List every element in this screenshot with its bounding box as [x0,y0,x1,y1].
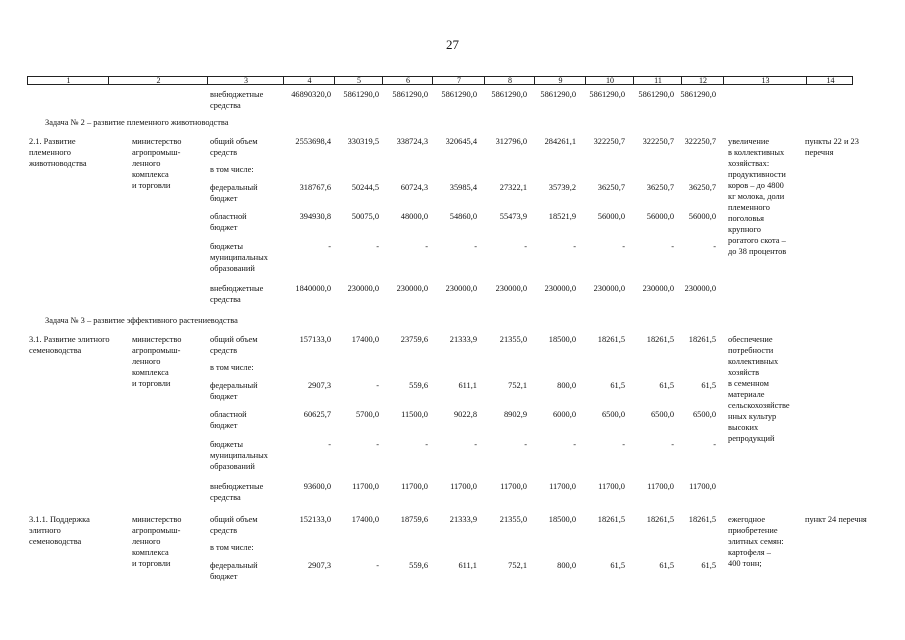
value-cell: 5861290,0 [540,90,576,99]
value-cell: 11700,0 [647,482,674,491]
header-col-13: 13 [761,76,770,85]
source-label: федеральный бюджет [210,183,258,203]
value-cell: 318767,6 [299,183,331,192]
value-cell: - [524,242,527,251]
reference: пункты 22 и 23 перечня [805,137,859,157]
value-cell: - [328,242,331,251]
task-heading: Задача № 3 – развитие эффективного растениеводства [45,316,238,325]
value-cell: 5861290,0 [441,90,477,99]
executor: министерство агропромыш- ленного комплекса и торговли [132,137,182,190]
header-divider [207,76,208,85]
value-cell: 18261,5 [597,515,625,524]
value-cell: 18261,5 [597,335,625,344]
value-cell: 1840000,0 [295,284,331,293]
value-cell: 35739,2 [548,183,576,192]
header-divider [534,76,535,85]
header-divider [806,76,807,85]
measure-name: 3.1. Развитие элитного семеноводства [29,335,110,355]
executor: министерство агропромыш- ленного комплекса и торговли [132,515,182,568]
value-cell: 50244,5 [351,183,379,192]
source-label: в том числе: [210,543,254,552]
value-cell: 230000,0 [495,284,527,293]
value-cell: 23759,6 [400,335,428,344]
header-divider [633,76,634,85]
value-cell: 17400,0 [351,335,379,344]
value-cell: 338724,3 [396,137,428,146]
header-col-2: 2 [156,76,161,85]
value-cell: 21355,0 [499,515,527,524]
value-cell: 5861290,0 [680,90,716,99]
task-heading: Задача № 2 – развитие племенного животноводства [45,118,229,127]
value-cell: 5861290,0 [392,90,428,99]
reference: пункт 24 перечня [805,515,867,524]
value-cell: 21333,9 [449,335,477,344]
value-cell: 312796,0 [495,137,527,146]
measure-name: 3.1.1. Поддержка элитного семеноводства [29,515,90,546]
value-cell: 11700,0 [500,482,527,491]
value-cell: 54860,0 [449,212,477,221]
source-label: внебюджетные средства [210,90,264,110]
expected-result: обеспечение потребности коллективных хозяйств в семенном материале сельскохозяйстве нных культур высоких репродукций [728,335,790,443]
header-divider [484,76,485,85]
value-cell: 11700,0 [598,482,625,491]
source-label: федеральный бюджет [210,561,258,581]
value-cell: 6500,0 [650,410,674,419]
value-cell: 11700,0 [549,482,576,491]
source-label: внебюджетные средства [210,284,264,304]
value-cell: 611,1 [458,561,477,570]
header-col-14: 14 [826,76,835,85]
value-cell: - [573,242,576,251]
source-label: федеральный бюджет [210,381,258,401]
value-cell: 322250,7 [642,137,674,146]
value-cell: 322250,7 [684,137,716,146]
header-divider [283,76,284,85]
column-header-row [27,76,853,85]
value-cell: 230000,0 [593,284,625,293]
value-cell: 5700,0 [355,410,379,419]
value-cell: 394930,8 [299,212,331,221]
value-cell: 50075,0 [351,212,379,221]
value-cell: 11700,0 [450,482,477,491]
source-label: общий объем средств [210,137,258,157]
value-cell: 61,5 [701,561,716,570]
header-col-3: 3 [244,76,248,85]
value-cell: - [425,440,428,449]
value-cell: 35985,4 [449,183,477,192]
header-divider [432,76,433,85]
value-cell: 8902,9 [503,410,527,419]
value-cell: 2907,3 [307,561,331,570]
value-cell: 230000,0 [684,284,716,293]
header-col-7: 7 [457,76,461,85]
value-cell: 55473,9 [499,212,527,221]
header-col-10: 10 [606,76,614,85]
value-cell: 284261,1 [544,137,576,146]
value-cell: - [622,242,625,251]
value-cell: 11500,0 [401,410,428,419]
value-cell: 18759,6 [400,515,428,524]
measure-name: 2.1. Развитие племенного животноводства [29,137,87,168]
header-col-11: 11 [654,76,662,85]
value-cell: - [376,242,379,251]
source-label: бюджеты муниципальных образований [210,242,268,273]
value-cell: 36250,7 [688,183,716,192]
source-label: областной бюджет [210,212,247,232]
value-cell: 320645,4 [445,137,477,146]
value-cell: 18500,0 [548,335,576,344]
value-cell: 6500,0 [601,410,625,419]
value-cell: 46890320,0 [291,90,331,99]
value-cell: 157133,0 [299,335,331,344]
value-cell: 11700,0 [352,482,379,491]
source-label: областной бюджет [210,410,247,430]
expected-result: ежегодное приобретение элитных семян: картофеля – 400 тонн; [728,515,784,568]
value-cell: - [376,561,379,570]
value-cell: 93600,0 [303,482,331,491]
value-cell: 11700,0 [401,482,428,491]
source-label: в том числе: [210,165,254,174]
value-cell: 61,5 [701,381,716,390]
header-divider [681,76,682,85]
value-cell: 5861290,0 [638,90,674,99]
value-cell: 21333,9 [449,515,477,524]
value-cell: 2907,3 [307,381,331,390]
source-label: в том числе: [210,363,254,372]
header-col-8: 8 [508,76,512,85]
value-cell: 21355,0 [499,335,527,344]
header-col-9: 9 [558,76,563,85]
header-divider [334,76,335,85]
value-cell: 559,6 [409,561,428,570]
value-cell: 36250,7 [597,183,625,192]
value-cell: 56000,0 [597,212,625,221]
header-divider [585,76,586,85]
header-divider [382,76,383,85]
value-cell: 330319,5 [347,137,379,146]
value-cell: 36250,7 [646,183,674,192]
value-cell: 2553698,4 [295,137,331,146]
value-cell: 752,1 [508,561,527,570]
value-cell: 61,5 [610,561,625,570]
value-cell: 61,5 [659,381,674,390]
header-col-5: 5 [357,76,361,85]
value-cell: 48000,0 [400,212,428,221]
value-cell: 611,1 [458,381,477,390]
header-divider [723,76,724,85]
value-cell: 61,5 [659,561,674,570]
value-cell: 18261,5 [688,515,716,524]
header-col-6: 6 [406,76,410,85]
value-cell: - [713,242,716,251]
value-cell: 6000,0 [552,410,576,419]
value-cell: 56000,0 [688,212,716,221]
value-cell: 18261,5 [646,515,674,524]
value-cell: - [376,381,379,390]
value-cell: 60724,3 [400,183,428,192]
source-label: бюджеты муниципальных образований [210,440,268,471]
value-cell: - [671,242,674,251]
value-cell: 800,0 [557,561,576,570]
value-cell: 230000,0 [642,284,674,293]
page-number: 27 [446,37,459,52]
value-cell: - [474,440,477,449]
value-cell: 800,0 [557,381,576,390]
value-cell: - [376,440,379,449]
value-cell: 61,5 [610,381,625,390]
value-cell: 18500,0 [548,515,576,524]
value-cell: 752,1 [508,381,527,390]
value-cell: 5861290,0 [343,90,379,99]
value-cell: - [328,440,331,449]
value-cell: 18261,5 [688,335,716,344]
value-cell: - [524,440,527,449]
value-cell: 230000,0 [347,284,379,293]
value-cell: 18521,9 [548,212,576,221]
header-col-4: 4 [307,76,312,85]
header-col-12: 12 [699,76,707,85]
value-cell: 27322,1 [499,183,527,192]
value-cell: 6500,0 [692,410,716,419]
value-cell: 11700,0 [689,482,716,491]
value-cell: - [713,440,716,449]
value-cell: - [425,242,428,251]
header-col-1: 1 [66,76,71,85]
source-label: общий объем средств [210,515,258,535]
header-divider [108,76,109,85]
value-cell: 17400,0 [351,515,379,524]
value-cell: 5861290,0 [491,90,527,99]
value-cell: 5861290,0 [589,90,625,99]
value-cell: 230000,0 [445,284,477,293]
value-cell: - [474,242,477,251]
source-label: общий объем средств [210,335,258,355]
value-cell: - [573,440,576,449]
value-cell: - [622,440,625,449]
value-cell: 152133,0 [299,515,331,524]
value-cell: 18261,5 [646,335,674,344]
value-cell: 322250,7 [593,137,625,146]
executor: министерство агропромыш- ленного комплекса и торговли [132,335,182,388]
value-cell: 230000,0 [544,284,576,293]
expected-result: увеличение в коллективных хозяйствах: продуктивности коров – до 4800 кг молока, доли племенного поголовья крупного рогатого скота – до 38 процентов [728,137,787,256]
value-cell: 60625,7 [303,410,331,419]
value-cell: 559,6 [409,381,428,390]
value-cell: - [671,440,674,449]
value-cell: 56000,0 [646,212,674,221]
value-cell: 9022,8 [453,410,477,419]
source-label: внебюджетные средства [210,482,264,502]
value-cell: 230000,0 [396,284,428,293]
